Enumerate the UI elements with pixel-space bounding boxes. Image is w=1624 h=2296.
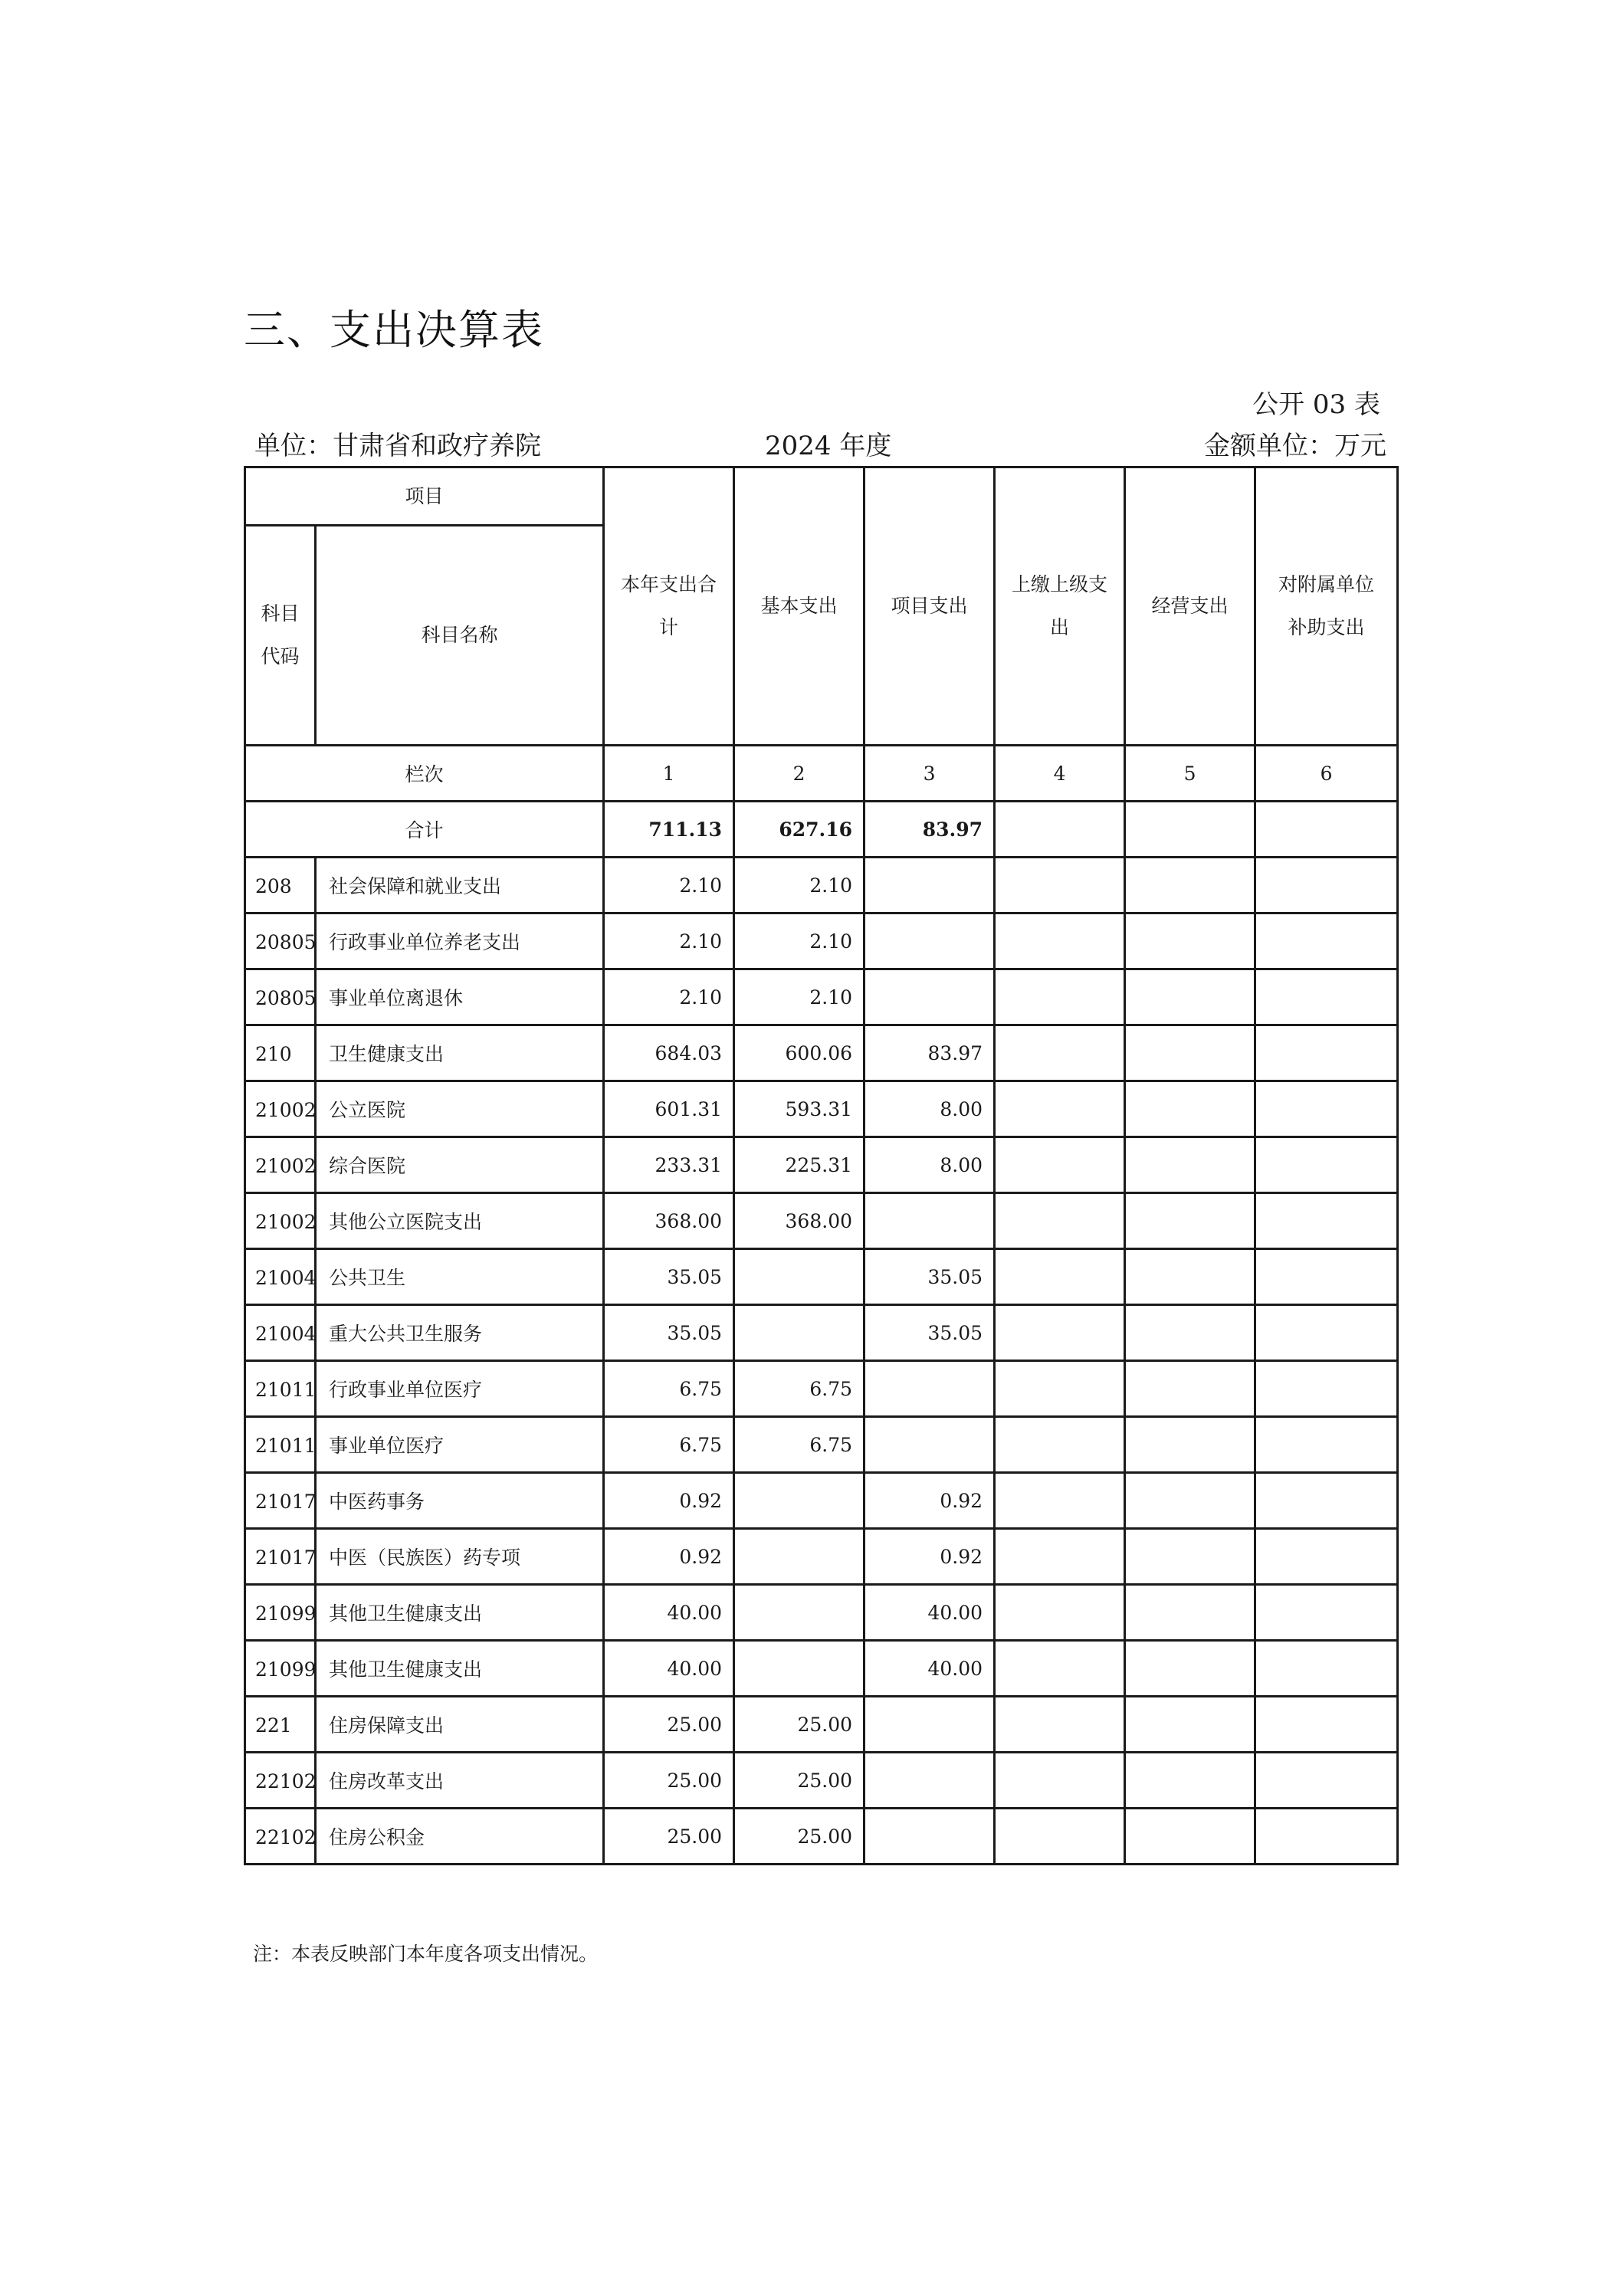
header-code-line1: 科目 — [261, 602, 300, 625]
row-total: 2.10 — [604, 913, 734, 969]
form-number: 公开 03 表 — [1252, 389, 1380, 420]
row-upper — [995, 1193, 1125, 1249]
row-code: 21099 — [245, 1585, 316, 1641]
column-number: 6 — [1255, 746, 1398, 802]
table-note: 注：本表反映部门本年度各项支出情况。 — [253, 1943, 599, 1965]
row-basic: 25.00 — [734, 1809, 864, 1865]
row-total: 601.31 — [604, 1081, 734, 1137]
table-row — [245, 1641, 1398, 1697]
table-row — [245, 1529, 1398, 1585]
table-row — [245, 1585, 1398, 1641]
row-project — [864, 913, 995, 969]
table-row — [245, 1193, 1398, 1249]
row-basic: 600.06 — [734, 1025, 864, 1081]
row-project: 8.00 — [864, 1081, 995, 1137]
row-upper — [995, 1137, 1125, 1193]
header-proj: 项目支出 — [864, 467, 995, 746]
row-business — [1125, 1473, 1255, 1529]
row-project — [864, 1809, 995, 1865]
row-code: 21017 — [245, 1529, 316, 1585]
money-unit-label: 金额单位：万元 — [1204, 431, 1386, 461]
row-subsidy — [1255, 1193, 1398, 1249]
row-subsidy — [1255, 1081, 1398, 1137]
header-total — [604, 467, 734, 746]
row-business — [1125, 1193, 1255, 1249]
row-project — [864, 1417, 995, 1473]
header-project: 项目 — [245, 467, 604, 526]
row-subsidy — [1255, 1473, 1398, 1529]
row-business — [1125, 1361, 1255, 1417]
row-code: 20805 — [245, 969, 316, 1025]
row-code: 208 — [245, 858, 316, 913]
row-code: 20805 — [245, 913, 316, 969]
row-upper — [995, 1361, 1125, 1417]
total-upper — [995, 802, 1125, 858]
row-name: 住房公积金 — [316, 1809, 604, 1865]
row-subsidy — [1255, 1417, 1398, 1473]
total-project: 83.97 — [864, 802, 995, 858]
row-total: 6.75 — [604, 1361, 734, 1417]
row-subsidy — [1255, 1753, 1398, 1809]
header-code — [245, 526, 316, 746]
row-code: 22102 — [245, 1753, 316, 1809]
row-basic: 2.10 — [734, 913, 864, 969]
total-sum: 711.13 — [604, 802, 734, 858]
row-business — [1125, 858, 1255, 913]
row-business — [1125, 1305, 1255, 1361]
row-upper — [995, 1753, 1125, 1809]
row-subsidy — [1255, 1249, 1398, 1305]
row-subsidy — [1255, 1641, 1398, 1697]
column-number: 1 — [604, 746, 734, 802]
table-row — [245, 913, 1398, 969]
row-upper — [995, 1697, 1125, 1753]
total-basic: 627.16 — [734, 802, 864, 858]
row-project: 35.05 — [864, 1249, 995, 1305]
row-code: 21011 — [245, 1417, 316, 1473]
row-code: 21002 — [245, 1081, 316, 1137]
row-upper — [995, 1249, 1125, 1305]
row-code: 21011 — [245, 1361, 316, 1417]
table-row — [245, 1753, 1398, 1809]
header-subsidy-line1: 对附属单位 — [1278, 573, 1375, 595]
row-name: 中医药事务 — [316, 1473, 604, 1529]
row-total: 0.92 — [604, 1473, 734, 1529]
row-project: 8.00 — [864, 1137, 995, 1193]
row-upper — [995, 1473, 1125, 1529]
row-subsidy — [1255, 1305, 1398, 1361]
column-number: 5 — [1125, 746, 1255, 802]
row-upper — [995, 1809, 1125, 1865]
row-project — [864, 1193, 995, 1249]
row-upper — [995, 913, 1125, 969]
row-name: 综合医院 — [316, 1137, 604, 1193]
row-subsidy — [1255, 969, 1398, 1025]
row-subsidy — [1255, 1137, 1398, 1193]
unit-label: 单位：甘肃省和政疗养院 — [254, 431, 541, 461]
table-row — [245, 1417, 1398, 1473]
year-label: 2024 年度 — [765, 431, 892, 461]
row-name: 其他卫生健康支出 — [316, 1641, 604, 1697]
total-label: 合计 — [245, 802, 604, 858]
row-total: 35.05 — [604, 1249, 734, 1305]
row-subsidy — [1255, 858, 1398, 913]
row-total: 40.00 — [604, 1585, 734, 1641]
row-name: 中医（民族医）药专项 — [316, 1529, 604, 1585]
row-upper — [995, 1025, 1125, 1081]
table-row — [245, 1697, 1398, 1753]
header-name: 科目名称 — [316, 526, 604, 746]
row-name: 重大公共卫生服务 — [316, 1305, 604, 1361]
row-basic — [734, 1585, 864, 1641]
row-basic: 6.75 — [734, 1417, 864, 1473]
row-business — [1125, 1249, 1255, 1305]
row-name: 公立医院 — [316, 1081, 604, 1137]
row-subsidy — [1255, 1697, 1398, 1753]
row-upper — [995, 1585, 1125, 1641]
row-business — [1125, 1641, 1255, 1697]
row-upper — [995, 1305, 1125, 1361]
row-project: 83.97 — [864, 1025, 995, 1081]
row-name: 其他卫生健康支出 — [316, 1585, 604, 1641]
row-basic: 25.00 — [734, 1753, 864, 1809]
row-name: 住房保障支出 — [316, 1697, 604, 1753]
row-business — [1125, 1025, 1255, 1081]
table-row — [245, 1025, 1398, 1081]
row-name: 住房改革支出 — [316, 1753, 604, 1809]
row-business — [1125, 913, 1255, 969]
row-code: 221 — [245, 1697, 316, 1753]
row-total: 6.75 — [604, 1417, 734, 1473]
row-subsidy — [1255, 913, 1398, 969]
header-total-line2: 计 — [659, 616, 679, 638]
row-code: 22102 — [245, 1809, 316, 1865]
row-business — [1125, 1697, 1255, 1753]
row-code: 21004 — [245, 1249, 316, 1305]
table-row — [245, 858, 1398, 913]
header-subsidy-line2: 补助支出 — [1288, 616, 1365, 638]
row-basic: 6.75 — [734, 1361, 864, 1417]
row-total: 40.00 — [604, 1641, 734, 1697]
table-row — [245, 1081, 1398, 1137]
row-name: 事业单位离退休 — [316, 969, 604, 1025]
table-row — [245, 1361, 1398, 1417]
row-total: 25.00 — [604, 1809, 734, 1865]
row-business — [1125, 1417, 1255, 1473]
row-code: 21099 — [245, 1641, 316, 1697]
table-row — [245, 1137, 1398, 1193]
row-code: 21004 — [245, 1305, 316, 1361]
row-project — [864, 969, 995, 1025]
header-upper-line2: 出 — [1050, 616, 1070, 638]
row-name: 事业单位医疗 — [316, 1417, 604, 1473]
column-number: 2 — [734, 746, 864, 802]
row-name: 社会保障和就业支出 — [316, 858, 604, 913]
row-project: 40.00 — [864, 1585, 995, 1641]
header-business: 经营支出 — [1125, 467, 1255, 746]
row-upper — [995, 1081, 1125, 1137]
row-business — [1125, 1529, 1255, 1585]
row-project — [864, 858, 995, 913]
row-business — [1125, 1585, 1255, 1641]
row-project — [864, 1361, 995, 1417]
row-total: 368.00 — [604, 1193, 734, 1249]
row-basic: 2.10 — [734, 969, 864, 1025]
total-row — [245, 802, 1398, 858]
column-number: 4 — [995, 746, 1125, 802]
row-basic: 225.31 — [734, 1137, 864, 1193]
row-name: 行政事业单位养老支出 — [316, 913, 604, 969]
row-total: 25.00 — [604, 1697, 734, 1753]
table-row — [245, 1809, 1398, 1865]
row-name: 卫生健康支出 — [316, 1025, 604, 1081]
column-number: 3 — [864, 746, 995, 802]
table-row — [245, 1305, 1398, 1361]
row-name: 其他公立医院支出 — [316, 1193, 604, 1249]
row-business — [1125, 1137, 1255, 1193]
row-total: 2.10 — [604, 969, 734, 1025]
row-upper — [995, 1417, 1125, 1473]
row-project: 35.05 — [864, 1305, 995, 1361]
header-subsidy — [1255, 467, 1398, 746]
row-subsidy — [1255, 1809, 1398, 1865]
row-name: 行政事业单位医疗 — [316, 1361, 604, 1417]
row-project: 0.92 — [864, 1529, 995, 1585]
expenditure-table — [244, 466, 1399, 1865]
column-number-label: 栏次 — [245, 746, 604, 802]
total-business — [1125, 802, 1255, 858]
row-basic: 368.00 — [734, 1193, 864, 1249]
row-code: 21017 — [245, 1473, 316, 1529]
row-upper — [995, 969, 1125, 1025]
row-business — [1125, 1809, 1255, 1865]
row-basic: 2.10 — [734, 858, 864, 913]
row-total: 2.10 — [604, 858, 734, 913]
row-basic — [734, 1473, 864, 1529]
row-name: 公共卫生 — [316, 1249, 604, 1305]
row-business — [1125, 1753, 1255, 1809]
header-upper — [995, 467, 1125, 746]
row-project — [864, 1753, 995, 1809]
row-subsidy — [1255, 1529, 1398, 1585]
total-subsidy — [1255, 802, 1398, 858]
page-title: 三、支出决算表 — [244, 306, 544, 354]
row-basic: 25.00 — [734, 1697, 864, 1753]
table-row — [245, 969, 1398, 1025]
row-basic — [734, 1529, 864, 1585]
table-row — [245, 1473, 1398, 1529]
row-total: 0.92 — [604, 1529, 734, 1585]
row-basic — [734, 1305, 864, 1361]
table-row — [245, 1249, 1398, 1305]
row-total: 684.03 — [604, 1025, 734, 1081]
row-upper — [995, 1641, 1125, 1697]
header-total-line1: 本年支出合 — [621, 573, 717, 595]
row-business — [1125, 969, 1255, 1025]
row-total: 35.05 — [604, 1305, 734, 1361]
header-basic: 基本支出 — [734, 467, 864, 746]
row-project — [864, 1697, 995, 1753]
row-total: 233.31 — [604, 1137, 734, 1193]
row-basic — [734, 1249, 864, 1305]
header-code-line2: 代码 — [261, 645, 300, 667]
row-business — [1125, 1081, 1255, 1137]
row-project: 40.00 — [864, 1641, 995, 1697]
row-subsidy — [1255, 1361, 1398, 1417]
row-subsidy — [1255, 1025, 1398, 1081]
row-code: 210 — [245, 1025, 316, 1081]
row-upper — [995, 858, 1125, 913]
row-upper — [995, 1529, 1125, 1585]
row-project: 0.92 — [864, 1473, 995, 1529]
row-total: 25.00 — [604, 1753, 734, 1809]
row-code: 21002 — [245, 1137, 316, 1193]
row-code: 21002 — [245, 1193, 316, 1249]
row-basic — [734, 1641, 864, 1697]
header-upper-line1: 上缴上级支 — [1012, 573, 1108, 595]
row-basic: 593.31 — [734, 1081, 864, 1137]
row-subsidy — [1255, 1585, 1398, 1641]
